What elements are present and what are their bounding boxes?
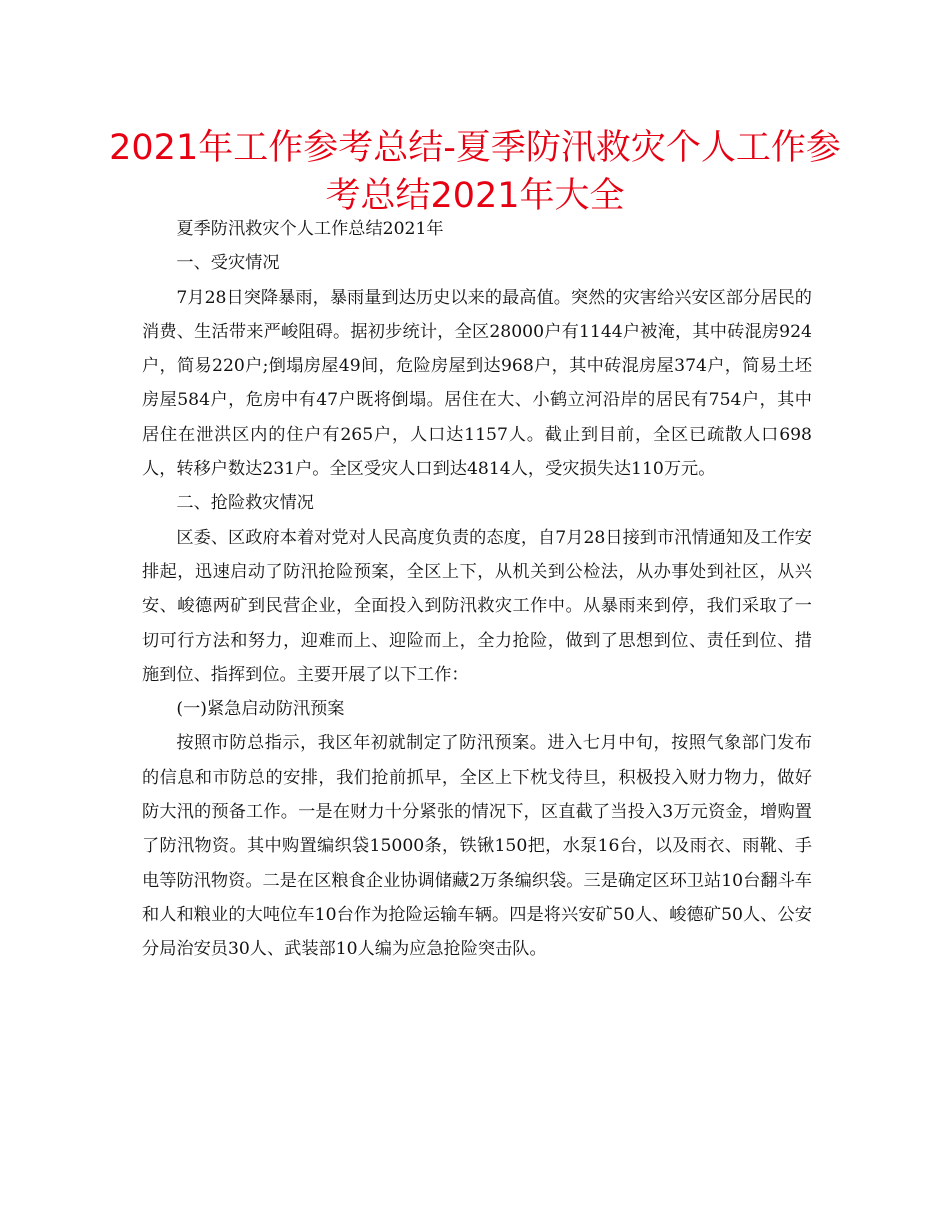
paragraph-disaster-details: 7月28日突降暴雨，暴雨量到达历史以来的最高值。突然的灾害给兴安区部分居民的消费、生活带来严峻阻碍。据初步统计，全区28000户有1144户被淹，其中砖混房924户，简易220户;倒塌房屋49间，危险房屋到达968户，其中砖混房屋374户，简易土坯房屋584户，危房中有47户既将倒塌。居住在大、小鹤立河沿岸的居民有754户，其中居住在泄洪区内的住户有265户，人口达1157人。截止到目前，全区已疏散人口698人，转移户数达231户。全区受灾人口到达4814人，受灾损失达110万元。	[142, 287, 812, 480]
section-heading-disaster: 一、受灾情况	[176, 253, 280, 274]
paragraph-subtitle: 夏季防汛救灾个人工作总结2021年	[176, 219, 444, 239]
document-title: 2021年工作参考总结-夏季防汛救灾个人工作参考总结2021年大全	[109, 128, 841, 216]
paragraph-plan-details: 按照市防总指示，我区年初就制定了防汛预案。进入七月中旬，按照气象部门发布的信息和市防总的安排，我们抢前抓早，全区上下枕戈待旦，积极投入财力物力，做好防大汛的预备工作。一是在财力十分紧张的情况下，区直截了当投入3万元资金，增购置了防汛物资。其中购置编织袋15000条，铁锹150把，水泵16台，以及雨衣、雨靴、手电等防汛物资。二是在区粮食企业协调储藏2万条编织袋。三是确定区环卫站10台翻斗车和人和粮业的大吨位车10台作为抢险运输车辆。四是将兴安矿50人、峻德矿50人、公安分局治安员30人、武装部10人编为应急抢险突击队。	[142, 733, 812, 960]
paragraph-rescue-overview: 区委、区政府本着对党对人民高度负责的态度，自7月28日接到市汛情通知及工作安排起，迅速启动了防汛抢险预案，全区上下，从机关到公检法，从办事处到社区，从兴安、峻德两矿到民营企业，全面投入到防汛救灾工作中。从暴雨来到停，我们采取了一切可行方法和努力，迎难而上、迎险而上，全力抢险，做到了思想到位、责任到位、措施到位、指挥到位。主要开展了以下工作：	[142, 527, 812, 685]
subsection-heading-plan: (一)紧急启动防汛预案	[176, 699, 345, 720]
document-body	[142, 212, 812, 967]
section-heading-rescue: 二、抢险救灾情况	[176, 493, 314, 514]
